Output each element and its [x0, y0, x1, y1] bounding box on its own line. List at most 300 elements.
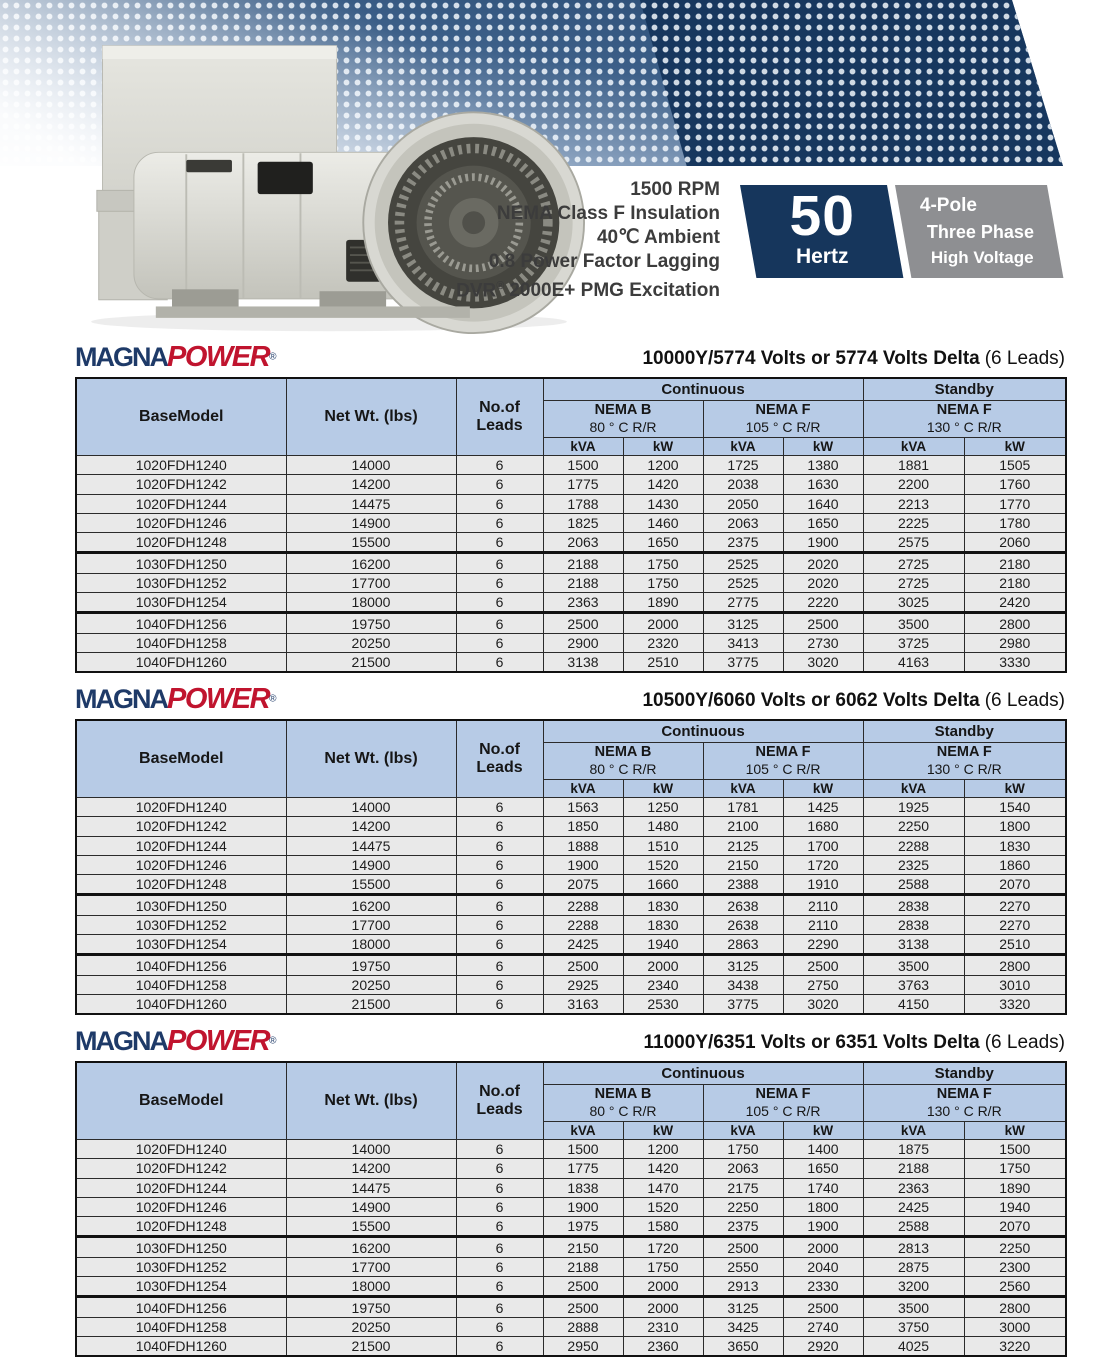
cell-value: 2388	[703, 875, 783, 895]
registered-mark-icon: ®	[269, 693, 277, 705]
cell-base-model: 1020FDH1244	[76, 494, 286, 513]
cell-value: 2000	[623, 1277, 703, 1297]
spec-table-section-1	[75, 334, 1065, 673]
table-row	[76, 475, 1066, 494]
cell-value: 2363	[863, 1178, 964, 1197]
cell-value: 14475	[286, 836, 456, 855]
cell-value: 1420	[623, 475, 703, 494]
cell-value: 1760	[964, 475, 1066, 494]
cell-value: 6	[456, 573, 543, 592]
col-header-base-model: BaseModel	[76, 1062, 286, 1140]
cell-value: 6	[456, 875, 543, 895]
cell-value: 2425	[543, 935, 623, 955]
cell-value: 2800	[964, 613, 1066, 633]
cell-value: 2375	[703, 533, 783, 553]
col-header-kw: kW	[783, 1122, 863, 1140]
frequency-label: Hertz	[795, 245, 849, 268]
magnapower-logo	[75, 343, 276, 372]
cell-value: 3500	[863, 613, 964, 633]
table-title-voltage: 11000Y/6351 Volts or 6351 Volts Delta	[643, 1032, 980, 1053]
cell-value: 1780	[964, 513, 1066, 532]
cell-value: 6	[456, 1178, 543, 1197]
table-row	[76, 593, 1066, 613]
cell-value: 2838	[863, 895, 964, 915]
cell-value: 2063	[703, 1159, 783, 1178]
cell-value: 2888	[543, 1317, 623, 1336]
cell-value: 4025	[863, 1336, 964, 1356]
col-header-kva: kVA	[703, 780, 783, 798]
cell-base-model: 1020FDH1240	[76, 798, 286, 817]
pole-badge-line: 4-Pole	[919, 195, 977, 216]
cell-value: 1200	[623, 1140, 703, 1159]
logo-magna-text: MAGNA	[75, 342, 167, 372]
table-row	[76, 1297, 1066, 1317]
cell-value: 1380	[783, 456, 863, 475]
cell-value: 14900	[286, 855, 456, 874]
table-row	[76, 1277, 1066, 1297]
cell-value: 2125	[703, 836, 783, 855]
cell-value: 2875	[863, 1257, 964, 1276]
cell-base-model: 1020FDH1244	[76, 1178, 286, 1197]
cell-base-model: 1020FDH1248	[76, 875, 286, 895]
cell-base-model: 1020FDH1246	[76, 855, 286, 874]
cell-value: 17700	[286, 573, 456, 592]
cell-value: 1800	[783, 1197, 863, 1216]
cell-value: 6	[456, 533, 543, 553]
table-title-leads: (6 Leads)	[984, 690, 1065, 711]
cell-value: 21500	[286, 652, 456, 672]
col-header-nema-f105: NEMA F 105 ° C R/R	[703, 401, 863, 438]
cell-value: 2150	[543, 1237, 623, 1257]
cell-value: 18000	[286, 593, 456, 613]
cell-value: 2000	[783, 1237, 863, 1257]
cell-base-model: 1020FDH1248	[76, 1217, 286, 1237]
cell-value: 2288	[543, 915, 623, 934]
cell-value: 19750	[286, 1297, 456, 1317]
col-header-net-wt: Net Wt. (lbs)	[286, 720, 456, 798]
cell-value: 3500	[863, 1297, 964, 1317]
col-header-standby: Standby	[863, 720, 1066, 743]
col-header-nema-b80: NEMA B 80 ° C R/R	[543, 743, 703, 780]
table-row	[76, 573, 1066, 592]
cell-value: 1700	[783, 836, 863, 855]
cell-value: 2425	[863, 1197, 964, 1216]
cell-value: 1400	[783, 1140, 863, 1159]
table-row	[76, 1217, 1066, 1237]
table-row	[76, 533, 1066, 553]
cell-value: 3025	[863, 593, 964, 613]
table-title	[642, 690, 1065, 714]
cell-value: 2980	[964, 633, 1066, 652]
cell-value: 1505	[964, 456, 1066, 475]
cell-value: 1720	[783, 855, 863, 874]
cell-value: 1910	[783, 875, 863, 895]
cell-base-model: 1030FDH1250	[76, 1237, 286, 1257]
cell-value: 2510	[623, 652, 703, 672]
cell-value: 1900	[783, 1217, 863, 1237]
col-header-nema-f105: NEMA F 105 ° C R/R	[703, 1085, 863, 1122]
cell-value: 6	[456, 935, 543, 955]
cell-value: 3775	[703, 994, 783, 1014]
cell-value: 1900	[543, 1197, 623, 1216]
cell-value: 6	[456, 1237, 543, 1257]
cell-value: 1200	[623, 456, 703, 475]
cell-value: 2913	[703, 1277, 783, 1297]
cell-base-model: 1040FDH1256	[76, 613, 286, 633]
spec-line-dvr	[360, 274, 720, 303]
cell-value: 2500	[543, 1297, 623, 1317]
cell-value: 2775	[703, 593, 783, 613]
cell-base-model: 1030FDH1252	[76, 573, 286, 592]
cell-value: 6	[456, 1197, 543, 1216]
cell-value: 1830	[623, 895, 703, 915]
col-header-kw: kW	[783, 780, 863, 798]
cell-value: 3413	[703, 633, 783, 652]
cell-value: 17700	[286, 915, 456, 934]
cell-value: 14200	[286, 1159, 456, 1178]
registered-mark-icon: ®	[496, 280, 505, 292]
cell-value: 19750	[286, 613, 456, 633]
table-row	[76, 994, 1066, 1014]
cell-value: 3000	[964, 1317, 1066, 1336]
col-header-standby: Standby	[863, 1062, 1066, 1085]
cell-value: 2588	[863, 1217, 964, 1237]
cell-value: 3763	[863, 975, 964, 994]
cell-value: 2575	[863, 533, 964, 553]
col-header-leads: No.of Leads	[456, 720, 543, 798]
cell-value: 2500	[783, 613, 863, 633]
col-header-kw: kW	[964, 1122, 1066, 1140]
cell-value: 1740	[783, 1178, 863, 1197]
cell-value: 2063	[703, 513, 783, 532]
cell-value: 3125	[703, 1297, 783, 1317]
cell-value: 2363	[543, 593, 623, 613]
table-row	[76, 1197, 1066, 1216]
col-header-kva: kVA	[543, 780, 623, 798]
cell-value: 2725	[863, 553, 964, 573]
cell-value: 1720	[623, 1237, 703, 1257]
cell-value: 1650	[783, 513, 863, 532]
cell-value: 6	[456, 817, 543, 836]
table-row	[76, 1159, 1066, 1178]
cell-base-model: 1020FDH1248	[76, 533, 286, 553]
cell-value: 6	[456, 456, 543, 475]
cell-value: 2310	[623, 1317, 703, 1336]
cell-value: 1250	[623, 798, 703, 817]
cell-value: 2270	[964, 895, 1066, 915]
dvr-suffix: 2000E+ PMG Excitation	[509, 280, 720, 302]
cell-value: 18000	[286, 1277, 456, 1297]
cell-value: 1838	[543, 1178, 623, 1197]
table-row	[76, 875, 1066, 895]
cell-value: 2740	[783, 1317, 863, 1336]
col-header-kva: kVA	[543, 1122, 623, 1140]
cell-value: 6	[456, 652, 543, 672]
cell-value: 3125	[703, 613, 783, 633]
cell-value: 1630	[783, 475, 863, 494]
cell-value: 3750	[863, 1317, 964, 1336]
cell-value: 16200	[286, 1237, 456, 1257]
cell-value: 6	[456, 1217, 543, 1237]
spec-table-section-3	[75, 1018, 1065, 1357]
cell-value: 2188	[863, 1159, 964, 1178]
table-row	[76, 456, 1066, 475]
cell-value: 1900	[543, 855, 623, 874]
cell-value: 3330	[964, 652, 1066, 672]
cell-value: 3020	[783, 994, 863, 1014]
cell-base-model: 1040FDH1260	[76, 1336, 286, 1356]
table-title-voltage: 10500Y/6060 Volts or 6062 Volts Delta	[642, 690, 980, 711]
cell-value: 18000	[286, 935, 456, 955]
cell-value: 2175	[703, 1178, 783, 1197]
cell-value: 1750	[703, 1140, 783, 1159]
cell-value: 2188	[543, 573, 623, 592]
cell-value: 1750	[623, 1257, 703, 1276]
cell-base-model: 1040FDH1256	[76, 1297, 286, 1317]
cell-value: 1640	[783, 494, 863, 513]
cell-value: 1975	[543, 1217, 623, 1237]
logo-power-text: POWER	[167, 683, 270, 715]
cell-value: 1580	[623, 1217, 703, 1237]
cell-base-model: 1040FDH1258	[76, 633, 286, 652]
cell-base-model: 1020FDH1242	[76, 1159, 286, 1178]
cell-value: 2188	[543, 553, 623, 573]
col-header-standby: Standby	[863, 378, 1066, 401]
pole-phase-badge	[895, 185, 1063, 278]
cell-value: 4163	[863, 652, 964, 672]
cell-base-model: 1040FDH1258	[76, 975, 286, 994]
cell-value: 1830	[623, 915, 703, 934]
cell-value: 3163	[543, 994, 623, 1014]
cell-value: 3125	[703, 955, 783, 975]
cell-base-model: 1040FDH1260	[76, 994, 286, 1014]
pole-badge-line: High Voltage	[930, 248, 1034, 267]
col-header-net-wt: Net Wt. (lbs)	[286, 1062, 456, 1140]
cell-value: 3438	[703, 975, 783, 994]
table-row	[76, 633, 1066, 652]
cell-value: 2070	[964, 875, 1066, 895]
cell-value: 20250	[286, 633, 456, 652]
cell-value: 2500	[783, 955, 863, 975]
cell-value: 1500	[964, 1140, 1066, 1159]
cell-value: 2525	[703, 553, 783, 573]
cell-value: 3650	[703, 1336, 783, 1356]
cell-value: 1800	[964, 817, 1066, 836]
cell-base-model: 1030FDH1252	[76, 1257, 286, 1276]
col-header-kw: kW	[623, 438, 703, 456]
cell-value: 14200	[286, 475, 456, 494]
cell-value: 16200	[286, 895, 456, 915]
cell-value: 14000	[286, 798, 456, 817]
cell-base-model: 1040FDH1256	[76, 955, 286, 975]
table-row	[76, 836, 1066, 855]
table-title	[642, 348, 1065, 372]
table-row	[76, 915, 1066, 934]
cell-value: 2063	[543, 533, 623, 553]
cell-base-model: 1030FDH1254	[76, 935, 286, 955]
cell-value: 2360	[623, 1336, 703, 1356]
cell-value: 1775	[543, 475, 623, 494]
cell-value: 2750	[783, 975, 863, 994]
cell-value: 1500	[543, 456, 623, 475]
cell-value: 1520	[623, 855, 703, 874]
col-header-nema-b80: NEMA B 80 ° C R/R	[543, 401, 703, 438]
logo-magna-text: MAGNA	[75, 1026, 167, 1056]
col-header-leads: No.of Leads	[456, 1062, 543, 1140]
cell-value: 2813	[863, 1237, 964, 1257]
cell-value: 2730	[783, 633, 863, 652]
table-row	[76, 613, 1066, 633]
cell-value: 2500	[783, 1297, 863, 1317]
logo-power-text: POWER	[167, 341, 270, 373]
cell-value: 2863	[703, 935, 783, 955]
cell-value: 3138	[543, 652, 623, 672]
spec-table-section-2	[75, 676, 1065, 1015]
col-header-kw: kW	[623, 780, 703, 798]
cell-value: 6	[456, 895, 543, 915]
cell-value: 2800	[964, 1297, 1066, 1317]
cell-value: 6	[456, 1277, 543, 1297]
cell-value: 2020	[783, 553, 863, 573]
cell-value: 16200	[286, 553, 456, 573]
col-header-kva: kVA	[863, 1122, 964, 1140]
cell-value: 6	[456, 798, 543, 817]
table-row	[76, 955, 1066, 975]
cell-value: 6	[456, 553, 543, 573]
cell-value: 2638	[703, 895, 783, 915]
col-header-nema-f130: NEMA F 130 ° C R/R	[863, 1085, 1066, 1122]
cell-value: 2225	[863, 513, 964, 532]
cell-value: 2250	[863, 817, 964, 836]
table-row	[76, 513, 1066, 532]
cell-value: 2180	[964, 573, 1066, 592]
dvr-text: DVR	[456, 280, 497, 302]
cell-value: 2188	[543, 1257, 623, 1276]
logo-magna-text: MAGNA	[75, 684, 167, 714]
cell-value: 6	[456, 513, 543, 532]
cell-value: 2250	[964, 1237, 1066, 1257]
cell-value: 2050	[703, 494, 783, 513]
col-header-net-wt: Net Wt. (lbs)	[286, 378, 456, 456]
cell-value: 6	[456, 1336, 543, 1356]
cell-value: 1890	[623, 593, 703, 613]
cell-base-model: 1030FDH1254	[76, 593, 286, 613]
cell-value: 3220	[964, 1336, 1066, 1356]
cell-value: 2838	[863, 915, 964, 934]
cell-value: 1925	[863, 798, 964, 817]
cell-value: 19750	[286, 955, 456, 975]
col-header-kw: kW	[964, 438, 1066, 456]
cell-value: 1900	[783, 533, 863, 553]
cell-value: 1850	[543, 817, 623, 836]
cell-value: 2420	[964, 593, 1066, 613]
cell-value: 1510	[623, 836, 703, 855]
cell-value: 3725	[863, 633, 964, 652]
cell-value: 1888	[543, 836, 623, 855]
cell-value: 2800	[964, 955, 1066, 975]
cell-value: 1775	[543, 1159, 623, 1178]
cell-value: 6	[456, 1317, 543, 1336]
cell-value: 6	[456, 975, 543, 994]
cell-value: 2330	[783, 1277, 863, 1297]
col-header-kw: kW	[623, 1122, 703, 1140]
col-header-continuous: Continuous	[543, 720, 863, 743]
cell-value: 3200	[863, 1277, 964, 1297]
cell-value: 3775	[703, 652, 783, 672]
cell-base-model: 1020FDH1246	[76, 513, 286, 532]
cell-value: 1940	[623, 935, 703, 955]
cell-value: 2920	[783, 1336, 863, 1356]
cell-value: 2200	[863, 475, 964, 494]
table-title	[644, 1032, 1066, 1056]
cell-value: 2588	[863, 875, 964, 895]
cell-value: 2213	[863, 494, 964, 513]
cell-base-model: 1020FDH1242	[76, 817, 286, 836]
cell-value: 6	[456, 955, 543, 975]
cell-value: 1563	[543, 798, 623, 817]
cell-value: 1890	[964, 1178, 1066, 1197]
cell-value: 2500	[543, 1277, 623, 1297]
cell-value: 2020	[783, 573, 863, 592]
cell-base-model: 1030FDH1254	[76, 1277, 286, 1297]
cell-value: 1781	[703, 798, 783, 817]
cell-value: 2525	[703, 573, 783, 592]
cell-value: 2000	[623, 1297, 703, 1317]
cell-value: 1860	[964, 855, 1066, 874]
cell-value: 2530	[623, 994, 703, 1014]
cell-base-model: 1020FDH1242	[76, 475, 286, 494]
ratings-table	[75, 1061, 1067, 1357]
table-row	[76, 798, 1066, 817]
col-header-nema-f105: NEMA F 105 ° C R/R	[703, 743, 863, 780]
cell-value: 1650	[783, 1159, 863, 1178]
cell-value: 1825	[543, 513, 623, 532]
cell-base-model: 1040FDH1260	[76, 652, 286, 672]
cell-value: 1470	[623, 1178, 703, 1197]
spec-list	[360, 178, 720, 303]
table-row	[76, 855, 1066, 874]
cell-value: 1788	[543, 494, 623, 513]
cell-value: 1500	[543, 1140, 623, 1159]
cell-value: 1725	[703, 456, 783, 475]
cell-value: 1650	[623, 533, 703, 553]
cell-base-model: 1030FDH1252	[76, 915, 286, 934]
cell-base-model: 1030FDH1250	[76, 553, 286, 573]
col-header-continuous: Continuous	[543, 1062, 863, 1085]
cell-value: 1830	[964, 836, 1066, 855]
col-header-leads: No.of Leads	[456, 378, 543, 456]
table-row	[76, 1317, 1066, 1336]
cell-value: 2500	[543, 613, 623, 633]
cell-value: 2070	[964, 1217, 1066, 1237]
cell-value: 3138	[863, 935, 964, 955]
cell-value: 21500	[286, 994, 456, 1014]
cell-value: 1750	[964, 1159, 1066, 1178]
magnapower-logo	[75, 1027, 276, 1056]
registered-mark-icon: ®	[269, 1035, 277, 1047]
table-title-leads: (6 Leads)	[984, 1032, 1065, 1053]
table-title-voltage: 10000Y/5774 Volts or 5774 Volts Delta	[642, 348, 980, 369]
cell-value: 1520	[623, 1197, 703, 1216]
col-header-continuous: Continuous	[543, 378, 863, 401]
cell-value: 2900	[543, 633, 623, 652]
cell-value: 1750	[623, 573, 703, 592]
cell-value: 17700	[286, 1257, 456, 1276]
cell-base-model: 1040FDH1258	[76, 1317, 286, 1336]
cell-value: 14900	[286, 1197, 456, 1216]
cell-base-model: 1020FDH1240	[76, 1140, 286, 1159]
cell-value: 1660	[623, 875, 703, 895]
